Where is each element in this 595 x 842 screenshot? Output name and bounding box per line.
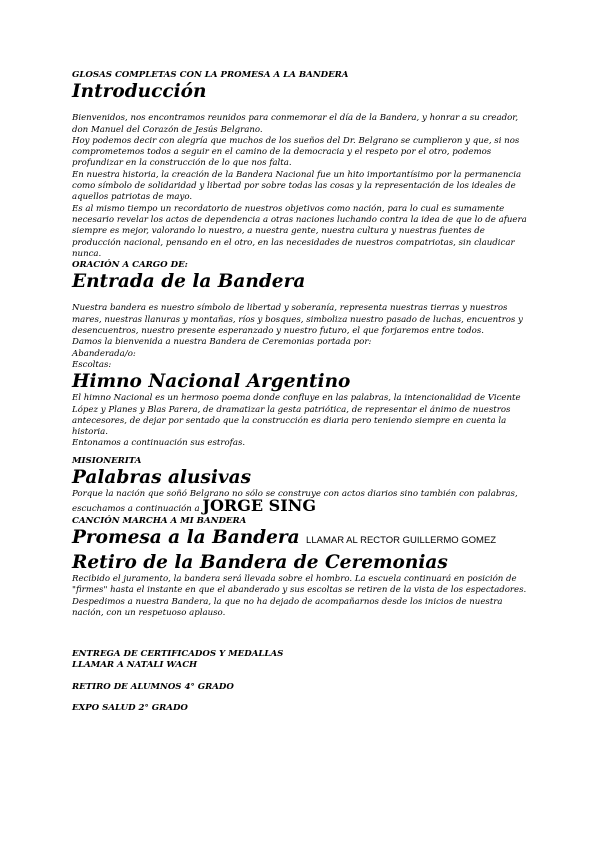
- misionerita-label: MISIONERITA: [72, 455, 142, 466]
- himno-paragraph: El himno Nacional es un hermoso poema donde confluye en las palabras, la intencionalidad de Vicente López y Planes y Blas Parera, de dramatizar la gesta patriótica, de representar el ánimo de nuestros antecesores, de dejar por sentado que la construcción es diaria pero teniendo siempre en cuenta la historia.: [72, 393, 521, 438]
- abanderado-label: Abanderada/o:: [72, 348, 136, 359]
- speaker-name: JORGE SING: [202, 496, 316, 516]
- section-title-palabras: Palabras alusivas: [72, 467, 252, 489]
- promesa-note: LLAMAR AL RECTOR GUILLERMO GOMEZ: [306, 534, 497, 546]
- palabras-body: [72, 489, 527, 516]
- escoltas-label: Escoltas:: [72, 359, 112, 370]
- entrada-body: [72, 303, 527, 371]
- intro-paragraph: Es al mismo tiempo un recordatorio de nuestros objetivos como nación, para lo cual es sumamente necesario revelar los actos de dependencia a otras naciones luchando contra la idea de que lo de afuera siempre es mejor, valorando lo nuestro, a nuestra gente, nuestra cultura y nuestras fuentes de producción nacional, pensando en el otro, en las necesidades de nuestros compatriotas, sin claudicar nunca.: [72, 203, 527, 259]
- himno-paragraph: Entonamos a continuación sus estrofas.: [72, 438, 246, 449]
- section-title-promesa: [72, 527, 527, 552]
- certificados-label: ENTREGA DE CERTIFICADOS Y MEDALLAS: [72, 649, 284, 660]
- intro-paragraph: Bienvenidos, nos encontramos reunidos para conmemorar el día de la Bandera, y honrar a su creador, don Manuel del Corazón de Jesús Belgrano.: [72, 113, 519, 135]
- section-title-retiro: Retiro de la Bandera de Ceremonias: [72, 551, 448, 573]
- section-title-introduccion: Introducción: [72, 81, 207, 103]
- himno-body: [72, 393, 527, 449]
- section-title-himno: Himno Nacional Argentino: [72, 371, 351, 393]
- entrada-paragraph: Nuestra bandera es nuestro símbolo de libertad y soberanía, representa nuestras tierras y nuestros mares, nuestras llanuras y montañas, ríos y bosques, simboliza nuestro pasado de luchas, encuentros y desencuentros, nuestro presente esperanzado y nuestro futuro, el que forjaremos entre todos.: [72, 303, 523, 337]
- intro-body: [72, 113, 527, 260]
- prayer-label: ORACIÓN A CARGO DE:: [72, 260, 188, 271]
- expo-salud-label: EXPO SALUD 2° GRADO: [72, 702, 188, 713]
- document-content: [72, 70, 527, 714]
- intro-paragraph: Hoy podemos decir con alegría que muchos de los sueños del Dr. Belgrano se cumplieron y que, si nos comprometemos todos a seguir en el camino de la democracia y el respeto por el otro, podemos profundizar en la construcción de lo que nos falta.: [72, 135, 520, 169]
- section-title-entrada: Entrada de la Bandera: [72, 271, 306, 293]
- retiro-body: [72, 574, 527, 619]
- entrada-paragraph: Damos la bienvenida a nuestra Bandera de Ceremonias portada por:: [72, 337, 372, 348]
- document-header: GLOSAS COMPLETAS CON LA PROMESA A LA BANDERA: [72, 70, 349, 80]
- retiro-paragraph: Despedimos a nuestra Bandera, la que no ha dejado de acompañarnos desde los inicios de nuestra nación, con un respetuoso aplauso.: [72, 596, 503, 618]
- natali-label: LLAMAR A NATALI WACH: [72, 660, 198, 671]
- palabras-paragraph: [72, 489, 527, 516]
- intro-paragraph: En nuestra historia, la creación de la Bandera Nacional fue un hito importantísimo por la permanencia como símbolo de solidaridad y libertad por sobre todas las cosas y la representación de los ideales de aquellos patriotas de mayo.: [72, 169, 522, 203]
- cancion-label: CANCIÓN MARCHA A MI BANDERA: [72, 515, 247, 526]
- retiro-paragraph: Recibido el juramento, la bandera será llevada sobre el hombro. La escuela continuará en posición de "firmes" hasta el instante en que el abanderado y sus escoltas se retiren de la vista de los espectadores.: [72, 573, 527, 596]
- retiro-alumnos-label: RETIRO DE ALUMNOS 4° GRADO: [72, 681, 234, 692]
- promesa-title-text: Promesa a la Bandera: [72, 526, 300, 548]
- palabras-text: Porque la nación que soñó Belgrano no sólo se construye con actos diarios sino también con palabras, escuchamos a continuación a: [72, 489, 518, 515]
